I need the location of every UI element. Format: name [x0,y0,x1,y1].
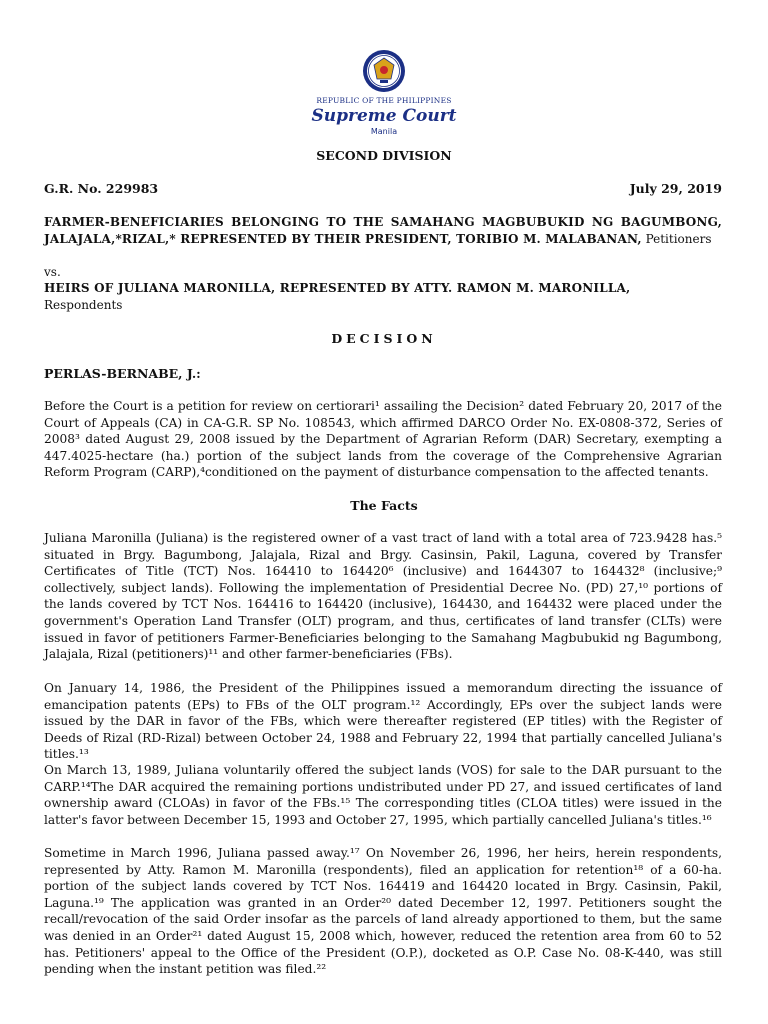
republic-label: REPUBLIC OF THE PHILIPPINES [316,96,452,105]
paragraph-1: Before the Court is a petition for review on certiorari¹ assailing the Decision² dated February 20, 2017 of the Court of Appeals (CA) in CA-G.R. SP No. 108543, which affirmed DARCO Order No. EX-0808-372, Series of 2008³ dated August 29, 2008 issued by the Department of Agrarian Reform (DAR) Secretary, exempting a 447.4025-hectare (ha.) portion of the subject lands from the coverage of the Comprehensive Agrarian Reform Program (CARP),⁴conditioned on the payment of disturbance compensation to the affected tenants. [44,399,722,480]
petitioners-block [44,214,722,247]
petitioners-name: FARMER-BENEFICIARIES BELONGING TO THE SAMAHANG MAGBUBUKID NG BAGUMBONG, JALAJALA,*RIZAL,* REPRESENTED BY THEIR PRESIDENT, TORIBIO M. MALABANAN, [44,215,722,246]
case-number: G.R. No. 229983 [44,181,159,196]
paragraph-5: Sometime in March 1996, Juliana passed away.¹⁷ On November 26, 1996, her heirs, herein respondents, represented by Atty. Ramon M. Maronilla (respondents), filed an application for retention¹⁸ of a 60-ha. portion of the subject lands covered by TCT Nos. 164419 and 164420 located in Brgy. Casinsin, Pakil, Laguna.¹⁹ The application was granted in an Order²⁰ dated December 12, 1997. Petitioners sought the recall/revocation of the said Order insofar as the parcels of land already apportioned to them, but the same was denied in an Order²¹ dated August 15, 2008 which, however, reduced the retention area from 60 to 52 has. Petitioners' appeal to the Office of the President (O.P.), docketed as O.P. Case No. 08-K-440, was still pending when the instant petition was filed.²² [44,846,722,977]
respondents-name: HEIRS OF JULIANA MARONILLA, REPRESENTED BY ATTY. RAMON M. MARONILLA, [44,281,631,295]
petitioners-role: Petitioners [641,231,712,246]
paragraph-2: Juliana Maronilla (Juliana) is the registered owner of a vast tract of land with a total area of 723.9428 has.⁵ situated in Brgy. Bagumbong, Jalajala, Rizal and Brgy. Casinsin, Pakil, Laguna, covered by Transfer Certificates of Title (TCT) Nos. 164410 to 164420⁶ (inclusive) and 1644307 to 164432⁸ (inclusive;⁹ collectively, subject lands). Following the implementation of Presidential Decree No. (PD) 27,¹⁰ portions of the lands covered by TCT Nos. 164416 to 164420 (inclusive), 164430, and 164432 were placed under the government's Operation Land Transfer (OLT) program, and thus, certificates of land transfer (CLTs) were issued in favor of petitioners Farmer-Beneficiaries belonging to the Samahang Magbubukid ng Bagumbong, Jalajala, Rizal (petitioners)¹¹ and other farmer-beneficiaries (FBs). [44,531,722,662]
respondents-block [44,280,722,313]
court-name: Supreme Court [311,106,457,126]
versus-label: vs. [44,265,61,279]
ponente: PERLAS-BERNABE, J.: [44,366,201,381]
division-title: SECOND DIVISION [316,148,452,163]
decision-date: July 29, 2019 [629,181,722,196]
decision-heading: DECISION [331,331,437,346]
facts-heading: The Facts [350,498,418,513]
paragraph-4: On March 13, 1989, Juliana voluntarily offered the subject lands (VOS) for sale to the DAR pursuant to the CARP.¹⁴The DAR acquired the remaining portions undistributed under PD 27, and issued certificates of land ownership award (CLOAs) in favor of the FBs.¹⁵ The corresponding titles (CLOA titles) were issued in the latter's favor between December 15, 1993 and October 27, 1995, which partially cancelled Juliana's titles.¹⁶ [44,763,722,827]
paragraph-3: On January 14, 1986, the President of the Philippines issued a memorandum directing the issuance of emancipation patents (EPs) to FBs of the OLT program.¹² Accordingly, EPs over the subject lands were issued by the DAR in favor of the FBs, which were thereafter registered (EP titles) with the Register of Deeds of Rizal (RD-Rizal) between October 24, 1988 and February 22, 1994 that partially cancelled Juliana's titles.¹³ [44,681,722,762]
supreme-court-seal-icon [362,49,406,93]
respondents-role: Respondents [44,297,123,312]
court-city: Manila [370,127,398,136]
